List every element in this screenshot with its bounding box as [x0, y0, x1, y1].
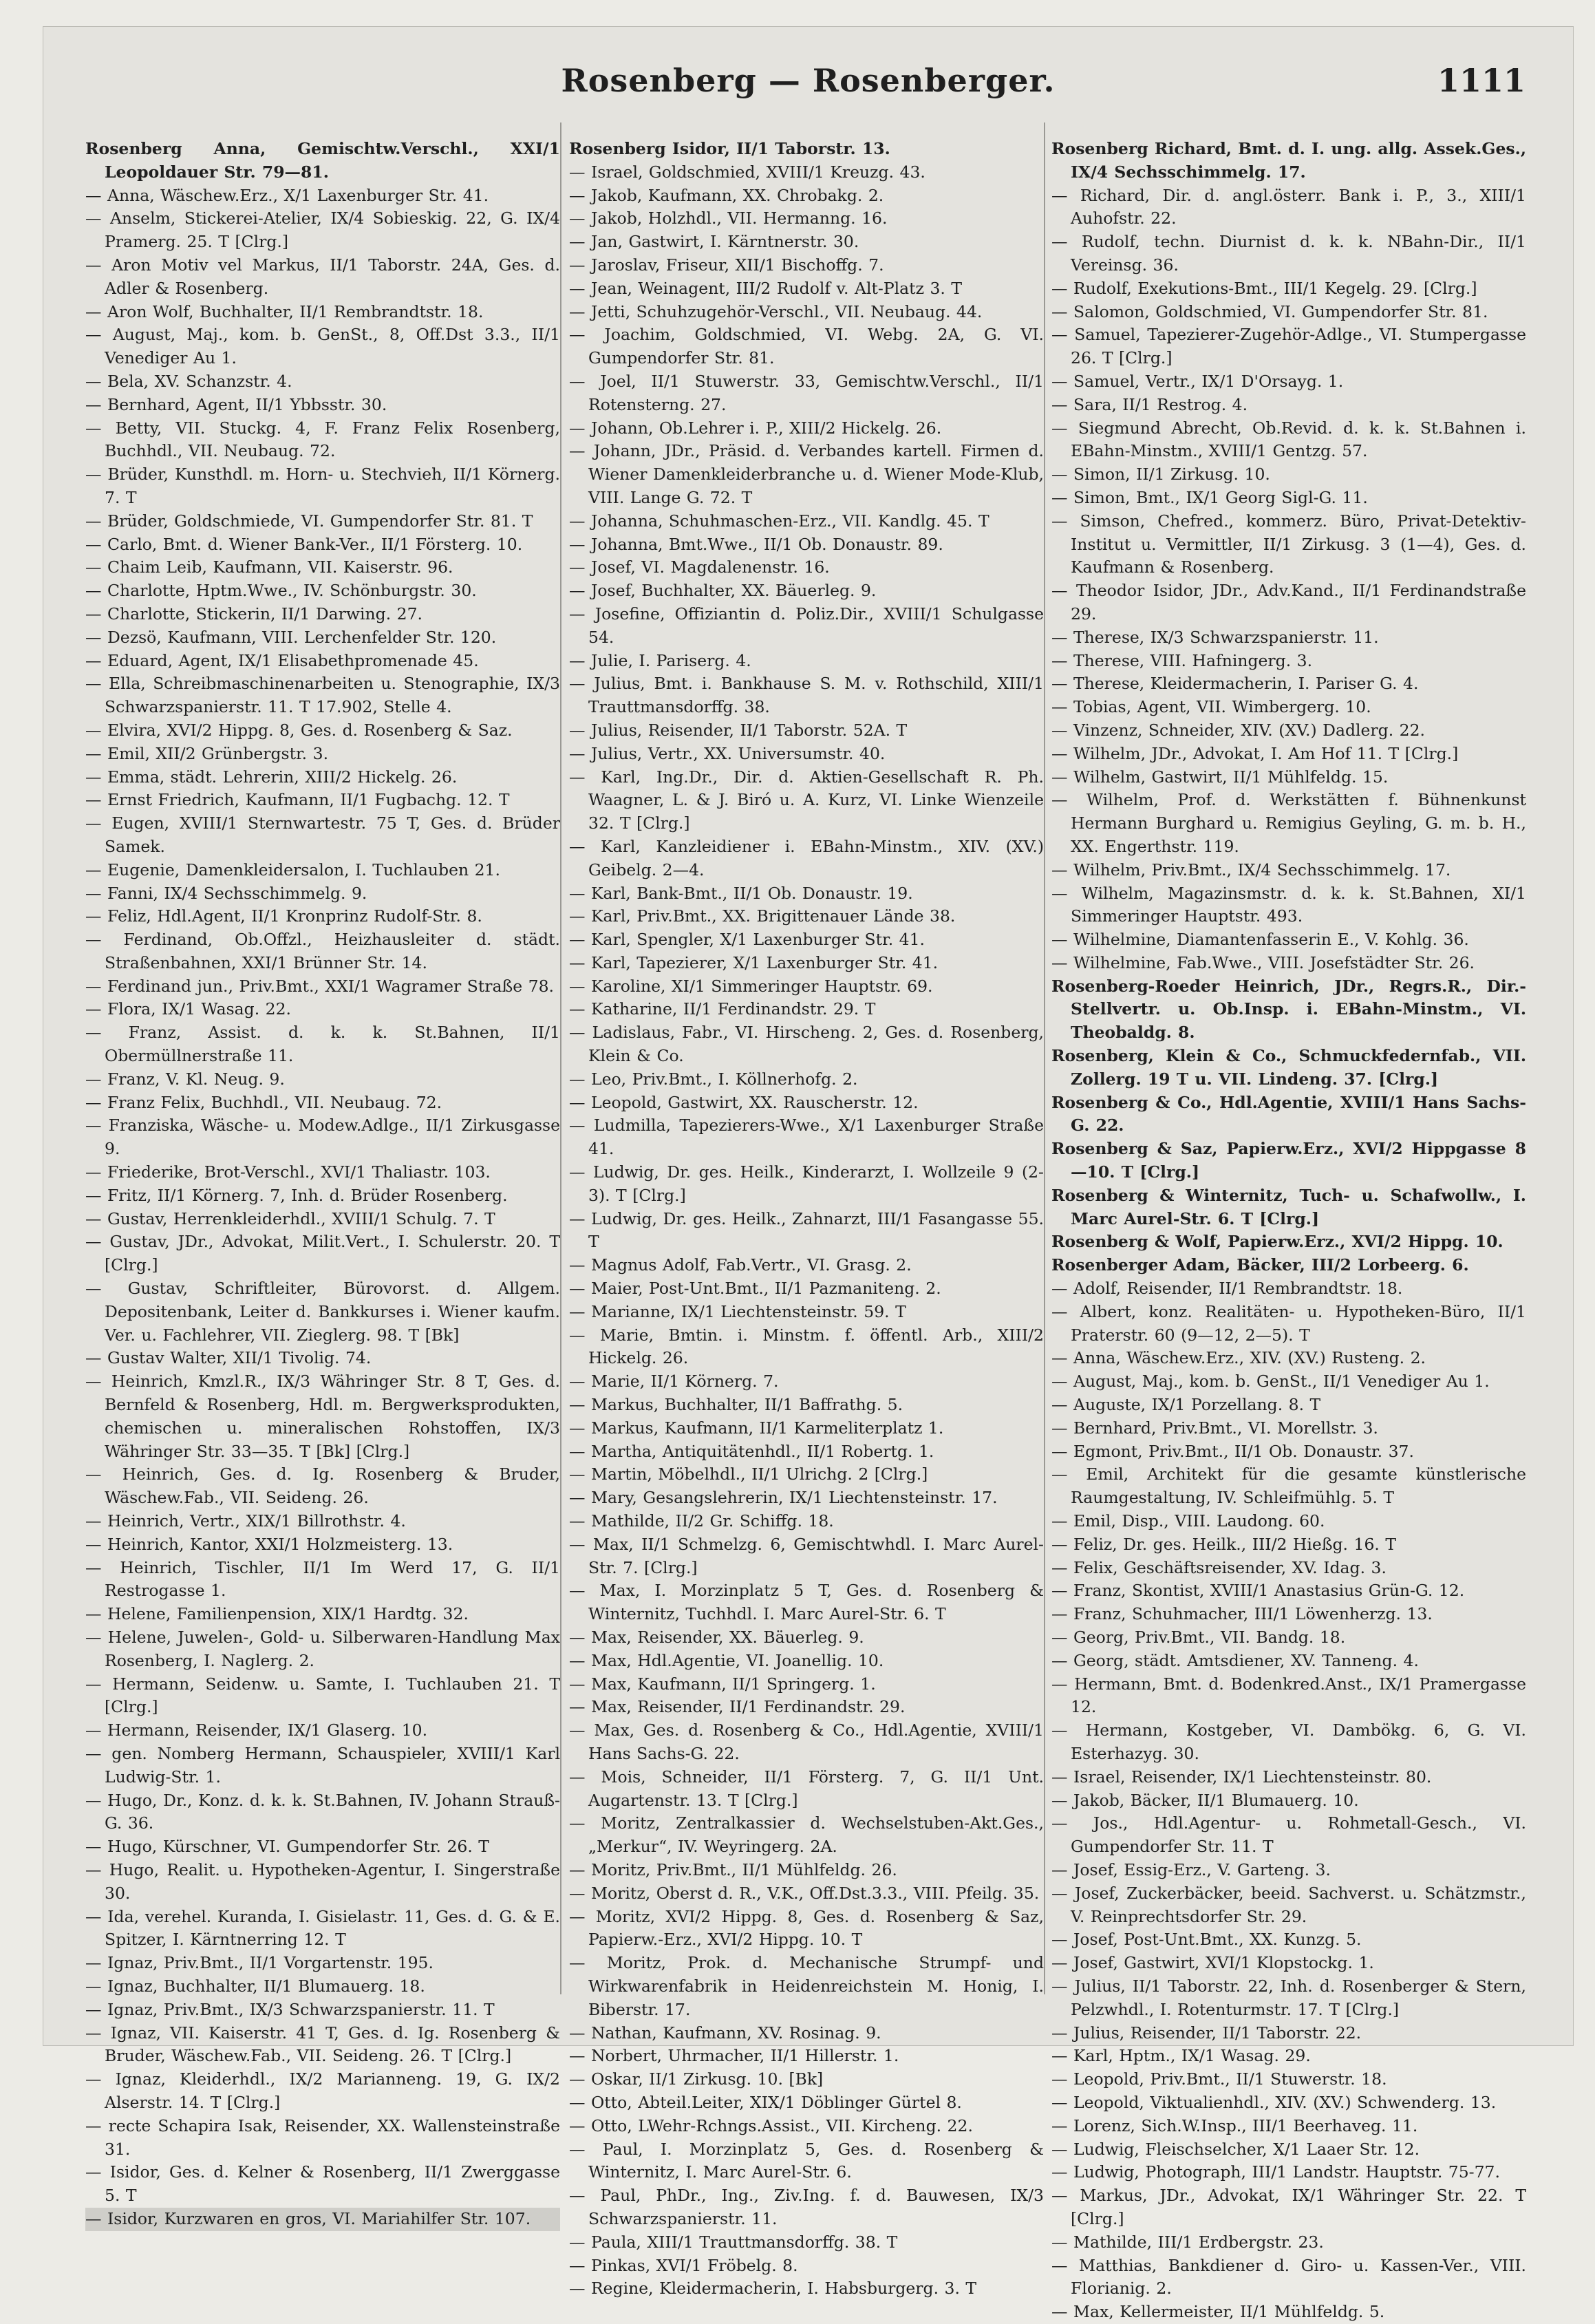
directory-entry: — Tobias, Agent, VII. Wimbergerg. 10.	[1051, 697, 1371, 717]
directory-entry: — Hugo, Realit. u. Hypotheken-Agentur, I. Singerstraße 30.	[85, 1859, 560, 1903]
directory-entry: — Israel, Goldschmied, XVIII/1 Kreuzg. 43.	[569, 162, 925, 182]
directory-entry: — August, Maj., kom. b. GenSt., II/1 Venediger Au 1.	[1051, 1372, 1490, 1392]
directory-entry: — Gustav Walter, XII/1 Tivolig. 74.	[85, 1348, 372, 1368]
directory-entry: — Marie, II/1 Körnerg. 7.	[569, 1372, 779, 1392]
directory-entry: — Elvira, XVI/2 Hippg. 8, Ges. d. Rosenberg & Saz.	[85, 720, 513, 740]
directory-entry: — Johann, JDr., Präsid. d. Verbandes kartell. Firmen d. Wiener Damenkleiderbranche u. d. Wiener Mode-Klub, VIII. Lange G. 72. T	[569, 441, 1044, 507]
directory-entry: — Ignaz, Kleiderhdl., IX/2 Marianneng. 19, G. IX/2 Alserstr. 14. T [Clrg.]	[85, 2069, 560, 2112]
directory-entry: — Charlotte, Hptm.Wwe., IV. Schönburgstr. 30.	[85, 581, 477, 601]
directory-entry: — Ferdinand, Ob.Offzl., Heizhausleiter d. städt. Straßenbahnen, XXI/1 Brünner Str. 14.	[85, 930, 560, 972]
directory-entry: — Oskar, II/1 Zirkusg. 10. [Bk]	[569, 2069, 824, 2089]
directory-entry: Rosenberg Isidor, II/1 Taborstr. 13.	[569, 139, 890, 158]
directory-entry: — Josefine, Offiziantin d. Poliz.Dir., XVIII/1 Schulgasse 54.	[569, 604, 1044, 647]
directory-entry: — Moritz, Prok. d. Mechanische Strumpf- und Wirkwarenfabrik in Heidenreichstein M. Honig, I. Biberstr. 17.	[569, 1953, 1044, 2019]
directory-entry: — Georg, städt. Amtsdiener, XV. Tanneng. 4.	[1051, 1650, 1419, 1670]
page-number: 1111	[1437, 62, 1526, 99]
directory-entry: — Isidor, Ges. d. Kelner & Rosenberg, II/1 Zwerggasse 5. T	[85, 2162, 560, 2206]
directory-entry: — Josef, Buchhalter, XX. Bäuerleg. 9.	[569, 581, 877, 601]
directory-entry: — Johanna, Bmt.Wwe., II/1 Ob. Donaustr. 89.	[569, 534, 943, 554]
directory-entry: — Joachim, Goldschmied, VI. Webg. 2A, G. VI. Gumpendorfer Str. 81.	[569, 325, 1044, 368]
directory-entry: — Jaroslav, Friseur, XII/1 Bischoffg. 7.	[569, 255, 884, 275]
directory-entry: — Franziska, Wäsche- u. Modew.Adlge., II/1 Zirkusgasse 9.	[85, 1116, 560, 1159]
directory-entry: — Norbert, Uhrmacher, II/1 Hillerstr. 1.	[569, 2046, 899, 2066]
directory-entry: — Feliz, Dr. ges. Heilk., III/2 Hießg. 16. T	[1051, 1534, 1397, 1554]
directory-entry: — Samuel, Tapezierer-Zugehör-Adlge., VI. Stumpergasse 26. T [Clrg.]	[1051, 325, 1526, 368]
directory-entry: — Josef, Essig-Erz., V. Garteng. 3.	[1051, 1859, 1331, 1879]
page-header	[43, 62, 1574, 117]
directory-entry: — Helene, Familienpension, XIX/1 Hardtg. 32.	[85, 1604, 469, 1624]
directory-entry: — Jakob, Holzhdl., VII. Hermanng. 16.	[569, 209, 888, 228]
directory-entry: — Mathilde, II/2 Gr. Schiffg. 18.	[569, 1511, 834, 1531]
directory-entry: Rosenberg & Wolf, Papierw.Erz., XVI/2 Hippg. 10.	[1051, 1232, 1503, 1252]
directory-entry: — Karoline, XI/1 Simmeringer Hauptstr. 69.	[569, 976, 933, 996]
directory-entry: — Simson, Chefred., kommerz. Büro, Privat-Detektiv-Institut u. Vermittler, II/1 Zirkusg. 3 (1—4), Ges. d. Kaufmann & Rosenberg.	[1051, 511, 1526, 577]
directory-entry: — Julius, Reisender, II/1 Taborstr. 22.	[1051, 2023, 1362, 2043]
directory-entry: — Franz Felix, Buchhdl., VII. Neubaug. 72.	[85, 1092, 442, 1112]
directory-entry: — Adolf, Reisender, II/1 Rembrandtstr. 18.	[1051, 1279, 1403, 1299]
directory-entry: — Aron Wolf, Buchhalter, II/1 Rembrandtstr. 18.	[85, 301, 484, 321]
directory-entry: — Julius, Vertr., XX. Universumstr. 40.	[569, 743, 886, 763]
directory-entry: — Wilhelmine, Diamantenfasserin E., V. Kohlg. 36.	[1051, 930, 1469, 950]
directory-entry: — Hermann, Bmt. d. Bodenkred.Anst., IX/1 Pramergasse 12.	[1051, 1674, 1526, 1717]
directory-entry: — Emil, XII/2 Grünbergstr. 3.	[85, 743, 329, 763]
directory-entry: — Anna, Wäschew.Erz., X/1 Laxenburger Str. 41.	[85, 185, 489, 205]
directory-entry: Rosenberg Anna, Gemischtw.Verschl., XXI/1 Leopoldauer Str. 79—81.	[85, 139, 560, 182]
directory-entry: — Franz, V. Kl. Neug. 9.	[85, 1069, 285, 1089]
directory-entry: — Fanni, IX/4 Sechsschimmelg. 9.	[85, 883, 367, 903]
directory-entry: — Franz, Skontist, XVIII/1 Anastasius Grün-G. 12.	[1051, 1581, 1465, 1601]
directory-entry: — Rudolf, Exekutions-Bmt., III/1 Kegelg. 29. [Clrg.]	[1051, 278, 1477, 298]
directory-entry: — Max, Hdl.Agentie, VI. Joanellig. 10.	[569, 1650, 884, 1670]
directory-entry: Rosenberg, Klein & Co., Schmuckfedernfab., VII. Zollerg. 19 T u. VII. Lindeng. 37. [Clrg.]	[1051, 1046, 1526, 1089]
directory-entry: — Moritz, Zentralkassier d. Wechselstuben-Akt.Ges., „Merkur“, IV. Weyringerg. 2A.	[569, 1813, 1044, 1857]
directory-entry: — Emil, Disp., VIII. Laudong. 60.	[1051, 1511, 1325, 1531]
directory-entry: — Johann, Ob.Lehrer i. P., XIII/2 Hickelg. 26.	[569, 418, 942, 438]
directory-entry: — Ignaz, Priv.Bmt., II/1 Vorgartenstr. 195.	[85, 1953, 433, 1973]
directory-entry: — Gustav, Herrenkleiderhdl., XVIII/1 Schulg. 7. T	[85, 1208, 495, 1228]
directory-entry: — Hermann, Kostgeber, VI. Dambökg. 6, G. VI. Esterhazyg. 30.	[1051, 1720, 1526, 1763]
directory-entry: — gen. Nomberg Hermann, Schauspieler, XVIII/1 Karl Ludwig-Str. 1.	[85, 1743, 560, 1787]
directory-entry: — Siegmund Abrecht, Ob.Revid. d. k. k. St.Bahnen i. EBahn-Minstm., XVIII/1 Gentzg. 57.	[1051, 418, 1526, 461]
directory-entry: — Jakob, Bäcker, II/1 Blumauerg. 10.	[1051, 1790, 1359, 1810]
directory-entry: — Flora, IX/1 Wasag. 22.	[85, 999, 292, 1019]
directory-entry: — Max, Reisender, XX. Bäuerleg. 9.	[569, 1628, 864, 1647]
directory-entry: — Max, II/1 Schmelzg. 6, Gemischtwhdl. I. Marc Aurel-Str. 7. [Clrg.]	[569, 1534, 1044, 1577]
directory-entry: — Karl, Bank-Bmt., II/1 Ob. Donaustr. 19.	[569, 883, 913, 903]
directory-entry: — Ernst Friedrich, Kaufmann, II/1 Fugbachg. 12. T	[85, 790, 510, 810]
directory-column-1	[85, 138, 560, 2228]
directory-entry: — Leo, Priv.Bmt., I. Köllnerhofg. 2.	[569, 1069, 858, 1089]
directory-entry: — Paula, XIII/1 Trauttmansdorffg. 38. T	[569, 2232, 898, 2252]
directory-entry: — Israel, Reisender, IX/1 Liechtensteinstr. 80.	[1051, 1767, 1432, 1787]
directory-entry: — Ludwig, Dr. ges. Heilk., Kinderarzt, I. Wollzeile 9 (2-3). T [Clrg.]	[569, 1162, 1044, 1205]
directory-entry: — Ludwig, Dr. ges. Heilk., Zahnarzt, III/1 Fasangasse 55. T	[569, 1208, 1044, 1252]
directory-entry: — Ludwig, Photograph, III/1 Landstr. Hauptstr. 75-77.	[1051, 2162, 1500, 2182]
directory-entry: — Therese, Kleidermacherin, I. Pariser G. 4.	[1051, 674, 1419, 694]
directory-entry: — Heinrich, Vertr., XIX/1 Billrothstr. 4.	[85, 1511, 406, 1531]
directory-entry: — Nathan, Kaufmann, XV. Rosinag. 9.	[569, 2023, 881, 2043]
directory-column-2	[569, 138, 1044, 2299]
directory-entry: — Hermann, Seidenw. u. Samte, I. Tuchlauben 21. T [Clrg.]	[85, 1674, 560, 1717]
directory-entry: — Karl, Hptm., IX/1 Wasag. 29.	[1051, 2046, 1311, 2066]
directory-entry: — Samuel, Vertr., IX/1 D'Orsayg. 1.	[1051, 371, 1344, 391]
directory-entry: — Friederike, Brot-Verschl., XVI/1 Thaliastr. 103.	[85, 1162, 491, 1182]
directory-entry: — Felix, Geschäftsreisender, XV. Idag. 3.	[1051, 1557, 1387, 1577]
directory-entry: — Magnus Adolf, Fab.Vertr., VI. Grasg. 2.	[569, 1255, 912, 1275]
directory-entry: — Ignaz, VII. Kaiserstr. 41 T, Ges. d. Ig. Rosenberg & Bruder, Wäschew.Fab., VII. Seideng. 26. T [Clrg.]	[85, 2023, 560, 2066]
directory-entry: — Bernhard, Agent, II/1 Ybbsstr. 30.	[85, 394, 387, 414]
directory-entry: — Max, Kellermeister, II/1 Mühlfeldg. 5.	[1051, 2302, 1385, 2322]
directory-entry: — Markus, JDr., Advokat, IX/1 Währinger Str. 22. T [Clrg.]	[1051, 2186, 1526, 2228]
directory-entry: Rosenberg & Saz, Papierw.Erz., XVI/2 Hippgasse 8—10. T [Clrg.]	[1051, 1139, 1526, 1182]
directory-entry: — Ludmilla, Tapezierers-Wwe., X/1 Laxenburger Straße 41.	[569, 1116, 1044, 1159]
directory-entry: — Auguste, IX/1 Porzellang. 8. T	[1051, 1395, 1321, 1415]
directory-entry: — Jakob, Kaufmann, XX. Chrobakg. 2.	[569, 185, 884, 205]
directory-entry: — Therese, VIII. Hafningerg. 3.	[1051, 650, 1313, 670]
directory-entry: — Bela, XV. Schanzstr. 4.	[85, 371, 292, 391]
directory-entry: — Mathilde, III/1 Erdbergstr. 23.	[1051, 2232, 1324, 2252]
directory-entry: — Feliz, Hdl.Agent, II/1 Kronprinz Rudolf-Str. 8.	[85, 906, 482, 926]
directory-entry: — Ignaz, Buchhalter, II/1 Blumauerg. 18.	[85, 1976, 425, 1996]
directory-entry: — Chaim Leib, Kaufmann, VII. Kaiserstr. 96.	[85, 557, 453, 577]
directory-entry: — Anselm, Stickerei-Atelier, IX/4 Sobieskig. 22, G. IX/4 Pramerg. 25. T [Clrg.]	[85, 209, 560, 252]
directory-entry: — recte Schapira Isak, Reisender, XX. Wallensteinstraße 31.	[85, 2115, 560, 2159]
directory-entry: — Pinkas, XVI/1 Fröbelg. 8.	[569, 2255, 798, 2275]
directory-entry: — Wilhelm, Gastwirt, II/1 Mühlfeldg. 15.	[1051, 767, 1389, 787]
directory-entry: — Moritz, Priv.Bmt., II/1 Mühlfeldg. 26.	[569, 1859, 897, 1879]
directory-entry: — Emil, Architekt für die gesamte künstlerische Raumgestaltung, IV. Schleifmühlg. 5. T	[1051, 1464, 1526, 1508]
directory-entry: — Richard, Dir. d. angl.österr. Bank i. P., 3., XIII/1 Auhofstr. 22.	[1051, 185, 1526, 228]
column-divider	[1044, 122, 1045, 1994]
directory-entry: — Brüder, Goldschmiede, VI. Gumpendorfer Str. 81. T	[85, 511, 533, 531]
directory-entry: — Eduard, Agent, IX/1 Elisabethpromenade 45.	[85, 650, 479, 670]
directory-entry: — Brüder, Kunsthdl. m. Horn- u. Stechvieh, II/1 Körnerg. 7. T	[85, 465, 560, 507]
directory-entry: — Moritz, Oberst d. R., V.K., Off.Dst.3.3., VIII. Pfeilg. 35.	[569, 1883, 1040, 1903]
directory-entry: — Karl, Kanzleidiener i. EBahn-Minstm., XIV. (XV.) Geibelg. 2—4.	[569, 836, 1044, 880]
directory-entry: — Paul, I. Morzinplatz 5, Ges. d. Rosenberg & Winternitz, I. Marc Aurel-Str. 6.	[569, 2139, 1044, 2182]
directory-entry: — Ignaz, Priv.Bmt., IX/3 Schwarzspanierstr. 11. T	[85, 1999, 495, 2019]
directory-entry: — Marie, Bmtin. i. Minstm. f. öffentl. Arb., XIII/2 Hickelg. 26.	[569, 1325, 1044, 1368]
directory-entry: — Mary, Gesangslehrerin, IX/1 Liechtensteinstr. 17.	[569, 1488, 998, 1508]
directory-entry: — Theodor Isidor, JDr., Adv.Kand., II/1 Ferdinandstraße 29.	[1051, 581, 1526, 623]
directory-entry: — Joel, II/1 Stuwerstr. 33, Gemischtw.Verschl., II/1 Rotensterng. 27.	[569, 371, 1044, 414]
directory-entry: — Heinrich, Tischler, II/1 Im Werd 17, G. II/1 Restrogasse 1.	[85, 1557, 560, 1601]
directory-entry: — Leopold, Gastwirt, XX. Rauscherstr. 12.	[569, 1092, 919, 1112]
directory-entry: — Ferdinand jun., Priv.Bmt., XXI/1 Wagramer Straße 78.	[85, 976, 554, 996]
directory-entry: — Max, Kaufmann, II/1 Springerg. 1.	[569, 1674, 876, 1694]
directory-entry: — Aron Motiv vel Markus, II/1 Taborstr. 24A, Ges. d. Adler & Rosenberg.	[85, 255, 560, 298]
directory-entry: — Egmont, Priv.Bmt., II/1 Ob. Donaustr. 37.	[1051, 1441, 1414, 1461]
directory-entry: — Regine, Kleidermacherin, I. Habsburgerg. 3. T	[569, 2279, 977, 2299]
directory-entry: — Wilhelm, Priv.Bmt., IX/4 Sechsschimmelg. 17.	[1051, 860, 1451, 880]
directory-entry: — Rudolf, techn. Diurnist d. k. k. NBahn-Dir., II/1 Vereinsg. 36.	[1051, 232, 1526, 275]
directory-entry: — Karl, Priv.Bmt., XX. Brigittenauer Lände 38.	[569, 906, 956, 926]
directory-entry: — Eugenie, Damenkleidersalon, I. Tuchlauben 21.	[85, 860, 500, 880]
directory-entry: — Karl, Ing.Dr., Dir. d. Aktien-Gesellschaft R. Ph. Waagner, L. & J. Biró u. A. Kurz, VI. Linke Wienzeile 32. T [Clrg.]	[569, 767, 1044, 833]
directory-entry: — Wilhelm, Magazinsmstr. d. k. k. St.Bahnen, XI/1 Simmeringer Hauptstr. 493.	[1051, 883, 1526, 926]
directory-entry: — Jetti, Schuhzugehör-Verschl., VII. Neubaug. 44.	[569, 301, 983, 321]
directory-entry: — Julie, I. Pariserg. 4.	[569, 650, 751, 670]
directory-entry: — Markus, Buchhalter, II/1 Baffrathg. 5.	[569, 1395, 903, 1415]
directory-entry: — Isidor, Kurzwaren en gros, VI. Mariahilfer Str. 107.	[85, 2208, 560, 2231]
directory-entry: — Albert, konz. Realitäten- u. Hypotheken-Büro, II/1 Praterstr. 60 (9—12, 2—5). T	[1051, 1301, 1526, 1345]
directory-entry: — Max, Reisender, II/1 Ferdinandstr. 29.	[569, 1697, 906, 1717]
directory-entry: — Jean, Weinagent, III/2 Rudolf v. Alt-Platz 3. T	[569, 278, 963, 298]
directory-entry: — Simon, II/1 Zirkusg. 10.	[1051, 465, 1270, 484]
directory-entry: — Matthias, Bankdiener d. Giro- u. Kassen-Ver., VIII. Florianig. 2.	[1051, 2255, 1526, 2299]
directory-entry: — Ella, Schreibmaschinenarbeiten u. Stenographie, IX/3 Schwarzspanierstr. 11. T 17.902, Stelle 4.	[85, 674, 560, 717]
directory-entry: — Franz, Assist. d. k. k. St.Bahnen, II/1 Obermüllnerstraße 11.	[85, 1023, 560, 1066]
directory-entry: Rosenberg & Winternitz, Tuch- u. Schafwollw., I. Marc Aurel-Str. 6. T [Clrg.]	[1051, 1185, 1526, 1228]
directory-entry: — Salomon, Goldschmied, VI. Gumpendorfer Str. 81.	[1051, 301, 1488, 321]
directory-entry: Rosenberg & Co., Hdl.Agentie, XVIII/1 Hans Sachs-G. 22.	[1051, 1092, 1526, 1136]
directory-entry: — Vinzenz, Schneider, XIV. (XV.) Dadlerg. 22.	[1051, 720, 1426, 740]
directory-page	[43, 26, 1574, 2322]
directory-entry: — Karl, Spengler, X/1 Laxenburger Str. 41.	[569, 930, 925, 950]
directory-entry: — Wilhelm, Prof. d. Werkstätten f. Bühnenkunst Hermann Burghard u. Remigius Geyling, G. m. b. H., XX. Engerthstr. 119.	[1051, 790, 1526, 856]
directory-entry: — Wilhelmine, Fab.Wwe., VIII. Josefstädter Str. 26.	[1051, 952, 1475, 972]
directory-entry: — Marianne, IX/1 Liechtensteinstr. 59. T	[569, 1301, 906, 1321]
directory-entry: — Markus, Kaufmann, II/1 Karmeliterplatz 1.	[569, 1418, 944, 1438]
directory-entry: — Moritz, XVI/2 Hippg. 8, Ges. d. Rosenberg & Saz, Papierw.-Erz., XVI/2 Hippg. 10. T	[569, 1906, 1044, 1950]
directory-entry: — Josef, Post-Unt.Bmt., XX. Kunzg. 5.	[1051, 1930, 1362, 1950]
directory-entry: — Julius, Bmt. i. Bankhause S. M. v. Rothschild, XIII/1 Trauttmansdorffg. 38.	[569, 674, 1044, 717]
column-divider	[560, 122, 561, 1994]
directory-entry: — Therese, IX/3 Schwarzspanierstr. 11.	[1051, 627, 1379, 647]
directory-entry: — Max, Ges. d. Rosenberg & Co., Hdl.Agentie, XVIII/1 Hans Sachs-G. 22.	[569, 1720, 1044, 1763]
directory-entry: — Wilhelm, JDr., Advokat, I. Am Hof 11. T [Clrg.]	[1051, 743, 1459, 763]
directory-entry: — Josef, VI. Magdalenenstr. 16.	[569, 557, 830, 577]
directory-entry: Rosenberg-Roeder Heinrich, JDr., Regrs.R., Dir.-Stellvertr. u. Ob.Insp. i. EBahn-Minstm., VI. Theobaldg. 8.	[1051, 976, 1526, 1043]
directory-entry: — Hugo, Dr., Konz. d. k. k. St.Bahnen, IV. Johann Strauß-G. 36.	[85, 1790, 560, 1833]
directory-entry: — Carlo, Bmt. d. Wiener Bank-Ver., II/1 Försterg. 10.	[85, 534, 523, 554]
directory-entry: — Max, I. Morzinplatz 5 T, Ges. d. Rosenberg & Winternitz, Tuchhdl. I. Marc Aurel-Str. 6. T	[569, 1581, 1044, 1624]
directory-entry: — Leopold, Priv.Bmt., II/1 Stuwerstr. 18.	[1051, 2069, 1387, 2089]
directory-entry: — Emma, städt. Lehrerin, XIII/2 Hickelg. 26.	[85, 767, 458, 787]
directory-entry: — Gustav, JDr., Advokat, Milit.Vert., I. Schulerstr. 20. T [Clrg.]	[85, 1232, 560, 1275]
directory-entry: — Georg, Priv.Bmt., VII. Bandg. 18.	[1051, 1628, 1346, 1647]
directory-entry: — Ida, verehel. Kuranda, I. Gisielastr. 11, Ges. d. G. & E. Spitzer, I. Kärntnerring 12. T	[85, 1906, 560, 1950]
directory-entry: — Ludwig, Fleischselcher, X/1 Laaer Str. 12.	[1051, 2139, 1420, 2159]
directory-entry: Rosenberg Richard, Bmt. d. I. ung. allg. Assek.Ges., IX/4 Sechsschimmelg. 17.	[1051, 139, 1526, 182]
directory-entry: — Franz, Schuhmacher, III/1 Löwenherzg. 13.	[1051, 1604, 1433, 1624]
directory-entry: — Anna, Wäschew.Erz., XIV. (XV.) Rusteng. 2.	[1051, 1348, 1426, 1368]
directory-entry: Rosenberger Adam, Bäcker, III/2 Lorbeerg. 6.	[1051, 1255, 1469, 1275]
directory-entry: — Betty, VII. Stuckg. 4, F. Franz Felix Rosenberg, Buchhdl., VII. Neubaug. 72.	[85, 418, 560, 461]
directory-entry: — Otto, LWehr-Rchngs.Assist., VII. Kircheng. 22.	[569, 2115, 973, 2135]
directory-entry: — Heinrich, Kmzl.R., IX/3 Währinger Str. 8 T, Ges. d. Bernfeld & Rosenberg, Hdl. m. Bergwerksprodukten, chemischen u. mineralischen Rohstoffen, IX/3 Währinger Str. 33—35. T [Bk] [Clrg.]	[85, 1372, 560, 1461]
directory-entry: — August, Maj., kom. b. GenSt., 8, Off.Dst 3.3., II/1 Venediger Au 1.	[85, 325, 560, 368]
directory-entry: — Charlotte, Stickerin, II/1 Darwing. 27.	[85, 604, 423, 623]
directory-entry: — Julius, Reisender, II/1 Taborstr. 52A. T	[569, 720, 908, 740]
directory-entry: — Hermann, Reisender, IX/1 Glaserg. 10.	[85, 1720, 428, 1740]
directory-entry: — Martha, Antiquitätenhdl., II/1 Robertg. 1.	[569, 1441, 934, 1461]
directory-entry: — Josef, Zuckerbäcker, beeid. Sachverst. u. Schätzmstr., V. Reinprechtsdorfer Str. 29.	[1051, 1883, 1526, 1926]
directory-entry: — Ladislaus, Fabr., VI. Hirscheng. 2, Ges. d. Rosenberg, Klein & Co.	[569, 1023, 1044, 1066]
directory-entry: — Katharine, II/1 Ferdinandstr. 29. T	[569, 999, 876, 1019]
directory-entry: — Leopold, Viktualienhdl., XIV. (XV.) Schwenderg. 13.	[1051, 2092, 1497, 2112]
directory-entry: — Jan, Gastwirt, I. Kärntnerstr. 30.	[569, 232, 859, 252]
directory-entry: — Otto, Abteil.Leiter, XIX/1 Döblinger Gürtel 8.	[569, 2092, 962, 2112]
directory-entry: — Fritz, II/1 Körnerg. 7, Inh. d. Brüder Rosenberg.	[85, 1185, 508, 1205]
directory-entry: — Eugen, XVIII/1 Sternwartestr. 75 T, Ges. d. Brüder Samek.	[85, 813, 560, 856]
directory-entry: — Paul, PhDr., Ing., Ziv.Ing. f. d. Bauwesen, IX/3 Schwarzspanierstr. 11.	[569, 2186, 1044, 2228]
directory-entry: — Jos., Hdl.Agentur- u. Rohmetall-Gesch., VI. Gumpendorfer Str. 11. T	[1051, 1813, 1526, 1857]
directory-entry: — Josef, Gastwirt, XVI/1 Klopstockg. 1.	[1051, 1953, 1374, 1973]
directory-entry: — Julius, II/1 Taborstr. 22, Inh. d. Rosenberger & Stern, Pelzwhdl., I. Rotenturmstr. 17. T [Clrg.]	[1051, 1976, 1526, 2019]
directory-entry: — Johanna, Schuhmaschen-Erz., VII. Kandlg. 45. T	[569, 511, 989, 531]
directory-entry: — Gustav, Schriftleiter, Bürovorst. d. Allgem. Depositenbank, Leiter d. Bankkurses i. Wiener kaufm. Ver. u. Fachlehrer, VII. Zieglerg. 98. T [Bk]	[85, 1279, 560, 1345]
directory-entry: — Hugo, Kürschner, VI. Gumpendorfer Str. 26. T	[85, 1837, 489, 1857]
directory-entry: — Heinrich, Kantor, XXI/1 Holzmeisterg. 13.	[85, 1534, 453, 1554]
page-title: Rosenberg — Rosenberger.	[561, 62, 1056, 99]
directory-entry: — Dezsö, Kaufmann, VIII. Lerchenfelder Str. 120.	[85, 627, 497, 647]
directory-entry: — Bernhard, Priv.Bmt., VI. Morellstr. 3.	[1051, 1418, 1378, 1438]
directory-column-3	[1051, 138, 1526, 2322]
directory-entry: — Maier, Post-Unt.Bmt., II/1 Pazmaniteng. 2.	[569, 1279, 941, 1299]
directory-entry: — Helene, Juwelen-, Gold- u. Silberwaren-Handlung Max Rosenberg, I. Naglerg. 2.	[85, 1628, 560, 1670]
directory-entry: — Martin, Möbelhdl., II/1 Ulrichg. 2 [Clrg.]	[569, 1464, 928, 1484]
directory-entry: — Heinrich, Ges. d. Ig. Rosenberg & Bruder, Wäschew.Fab., VII. Seideng. 26.	[85, 1464, 560, 1508]
directory-entry: — Karl, Tapezierer, X/1 Laxenburger Str. 41.	[569, 952, 939, 972]
directory-entry: — Sara, II/1 Restrog. 4.	[1051, 394, 1248, 414]
directory-entry: — Simon, Bmt., IX/1 Georg Sigl-G. 11.	[1051, 487, 1368, 507]
directory-entry: — Mois, Schneider, II/1 Försterg. 7, G. II/1 Unt. Augartenstr. 13. T [Clrg.]	[569, 1767, 1044, 1810]
directory-entry: — Lorenz, Sich.W.Insp., III/1 Beerhaveg. 11.	[1051, 2115, 1418, 2135]
